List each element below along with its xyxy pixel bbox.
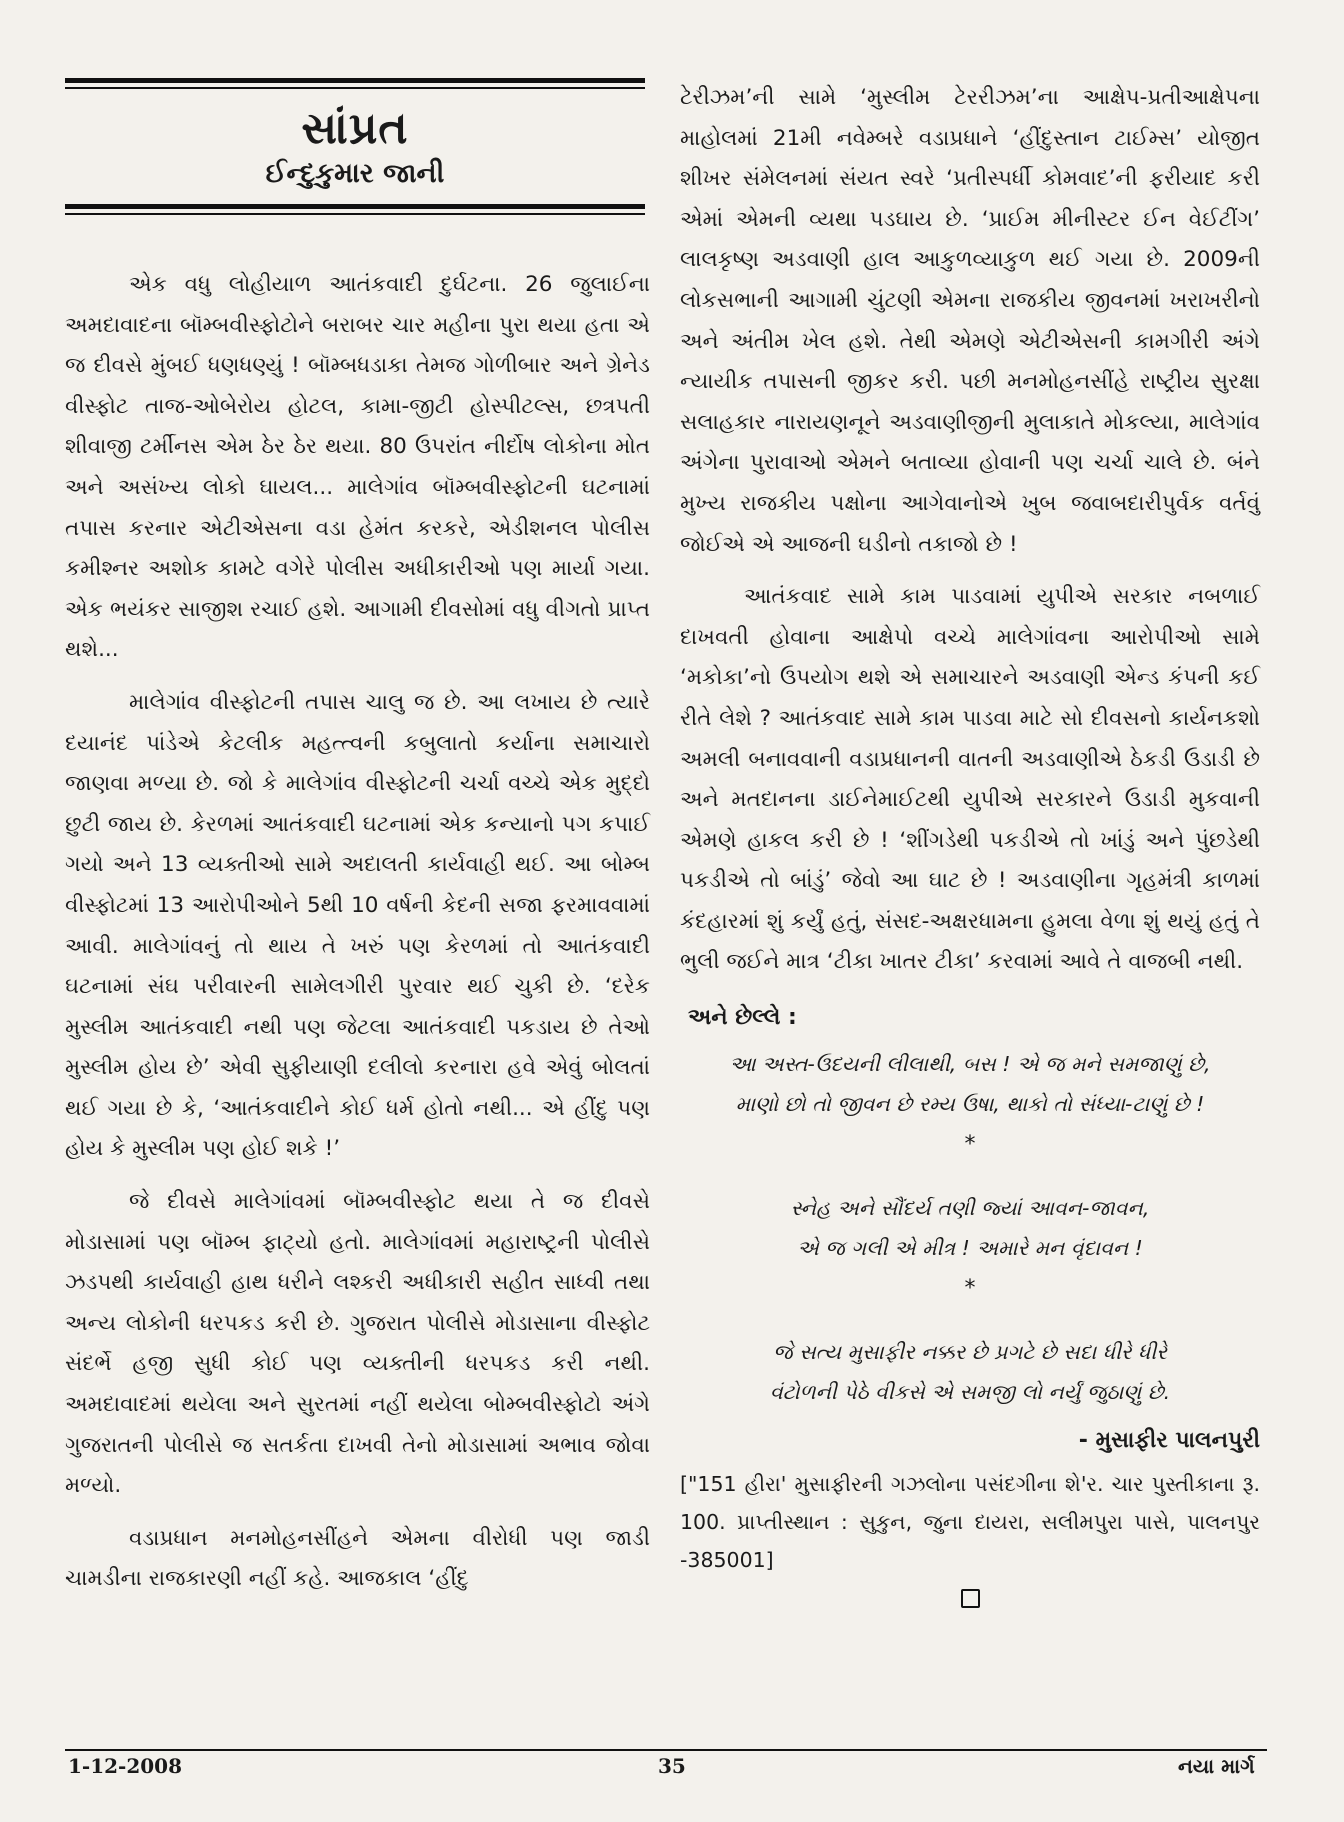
footer-rule	[65, 1749, 1267, 1751]
article-paragraph: એક વધુ લોહીયાળ આતંકવાદી દુર્ઘટના. 26 જુલાઈના અમદાવાદના બૉમ્બવીસ્ફોટોને બરાબર ચાર મહીના પુરા થયા હતા એ જ દીવસે મુંબઈ ધણધણ્યું ! બૉમ્બધડાકા તેમજ ગોળીબાર અને ગ્રેનેડ વીસ્ફોટ તાજ-ઓબેરોય હોટલ, કામા-જીટી હોસ્પીટલ્સ, છત્રપતી શીવાજી ટર્મીનસ એમ ઠેર ઠેર થયા. 80 ઉપરાંત નીર્દોષ લોકોના મોત અને અસંખ્ય લોકો ઘાયલ... માલેગાંવ બૉમ્બવીસ્ફોટની ઘટનામાં તપાસ કરનાર એટીએસના વડા હેમંત કરકરે, એડીશનલ પોલીસ કમીશ્નર અશોક કામટે વગેરે પોલીસ અધીકારીઓ પણ માર્યા ગયા. એક ભયંકર સાજીશ રચાઈ હશે. આગામી દીવસોમાં વધુ વીગતો પ્રાપ્ત થશે...	[65, 272, 650, 663]
couplet	[680, 1188, 1260, 1268]
header-top-thin-rule	[65, 87, 645, 89]
section-title: સાંપ્રત	[301, 103, 409, 154]
header-bottom-thin-rule	[65, 213, 645, 215]
couplet-line: એ જ ગલી એ મીત્ર ! અમારે મન વૃંદાવન !	[797, 1236, 1143, 1261]
book-note: ["151 હીરા' મુસાફીરની ગઝલોના પસંદગીના શે'ર. ચાર પુસ્તીકાના રૂ. 100. પ્રાપ્તીસ્થાન : સુકુન, જુના દાયરા, સલીમપુરા પાસે, પાલનપુર -385001]	[680, 1472, 1260, 1573]
couplet-line: માણો છો તો જીવન છે રમ્ય ઉષા, થાકો તો સંધ્યા-ટાણું છે !	[735, 1092, 1205, 1117]
article-paragraph: વડાપ્રધાન મનમોહનસીંહને એમના વીરોધી પણ જાડી ચામડીના રાજકારણી નહીં કહે. આજકાલ ‘હીંદુ	[65, 1525, 650, 1592]
column-header	[65, 78, 645, 215]
couplet-line: જે સત્ય મુસાફીર નક્કર છે પ્રગટે છે સદા ધીરે ધીરે	[773, 1340, 1167, 1365]
article-paragraph: ટેરીઝમ’ની સામે ‘મુસ્લીમ ટેરરીઝમ’ના આક્ષેપ-પ્રતીઆક્ષેપના માહોલમાં 21મી નવેમ્બરે વડાપ્રધાને ‘હીંદુસ્તાન ટાઈમ્સ’ યોજીત શીખર સંમેલનમાં સંયત સ્વરે ‘પ્રતીસ્પર્ધી કોમવાદ’ની ફરીયાદ કરી એમાં એમની વ્યથા પડઘાય છે. ‘પ્રાઈમ મીનીસ્ટર ઈન વેઈટીંગ’ લાલકૃષ્ણ અડવાણી હાલ આકુળવ્યાકુળ થઈ ગયા છે. 2009ની લોકસભાની આગામી ચુંટણી એમના રાજકીય જીવનમાં ખરાખરીનો અને અંતીમ ખેલ હશે. તેથી એમણે એટીએસની કામગીરી અંગે ન્યાયીક તપાસની જીકર કરી. પછી મનમોહનસીંહે રાષ્ટ્રીય સુરક્ષા સલાહકાર નારાયણનૂને અડવાણીજીની મુલાકાતે મોકલ્યા, માલેગાંવ અંગેના પુરાવાઓ એમને બતાવ્યા હોવાની પણ ચર્ચા ચાલે છે. બંને મુખ્ય રાજકીય પક્ષોના આગેવાનોએ ખુબ જવાબદારીપુર્વક વર્તવું જોઈએ એ આજની ઘડીનો તકાજો છે !	[680, 85, 1260, 557]
header-bottom-rule	[65, 204, 645, 209]
page-number: 35	[658, 1754, 686, 1778]
couplet-separator: *	[964, 1276, 976, 1302]
couplet-separator: *	[964, 1132, 976, 1158]
article-paragraph: જે દીવસે માલેગાંવમાં બૉમ્બવીસ્ફોટ થયા તે જ દીવસે મોડાસામાં પણ બૉમ્બ ફાટ્યો હતો. માલેગાંવમાં મહારાષ્ટ્રની પોલીસે ઝડપથી કાર્યવાહી હાથ ધરીને લશ્કરી અધીકારી સહીત સાધ્વી તથા અન્ય લોકોની ધરપકડ કરી છે. ગુજરાત પોલીસે મોડાસાના વીસ્ફોટ સંદર્ભે હજી સુધી કોઈ પણ વ્યક્તીની ધરપકડ કરી નથી. અમદાવાદમાં થયેલા અને સુરતમાં નહીં થયેલા બોમ્બવીસ્ફોટો અંગે ગુજરાતની પોલીસે જ સતર્કતા દાખવી તેનો મોડાસામાં અભાવ જોવા મળ્યો.	[65, 1189, 650, 1499]
couplet-line: સ્નેહ અને સૌંદર્ય તણી જ્યાં આવન-જાવન,	[790, 1196, 1150, 1221]
end-of-article-icon	[680, 1589, 1260, 1612]
magazine-name: નયા માર્ગ	[1178, 1754, 1255, 1778]
couplet-line: આ અસ્ત-ઉદયની લીલાથી, બસ ! એ જ મને સમજાણું છે,	[729, 1052, 1211, 1077]
right-column	[680, 78, 1260, 1612]
author-name: ઈન્દુકુમાર જાની	[265, 158, 445, 189]
left-column	[65, 265, 650, 1600]
poet-credit: - મુસાફીર પાલનપુરી	[1078, 1428, 1260, 1454]
article-paragraph: માલેગાંવ વીસ્ફોટની તપાસ ચાલુ જ છે. આ લખાય છે ત્યારે દયાનંદ પાંડેએ કેટલીક મહત્ત્વની કબુલાતો કર્યાના સમાચારો જાણવા મળ્યા છે. જો કે માલેગાંવ વીસ્ફોટની ચર્ચા વચ્ચે એક મુદ્દો છુટી જાય છે. કેરળમાં આતંકવાદી ઘટનામાં એક કન્યાનો પગ કપાઈ ગયો અને 13 વ્યક્તીઓ સામે અદાલતી કાર્યવાહી થઈ. આ બોમ્બ વીસ્ફોટમાં 13 આરોપીઓને 5થી 10 વર્ષની કેદની સજા ફરમાવવામાં આવી. માલેગાંવનું તો થાય તે ખરું પણ કેરળમાં તો આતંકવાદી ઘટનામાં સંઘ પરીવારની સામેલગીરી પુરવાર થઈ ચુકી છે. ‘દરેક મુસ્લીમ આતંકવાદી નથી પણ જેટલા આતંકવાદી પકડાય છે તેઓ મુસ્લીમ હોય છે’ એવી સુફીયાણી દલીલો કરનારા હવે એવું બોલતાં થઈ ગયા છે કે, ‘આતંકવાદીને કોઈ ધર્મ હોતો નથી... એ હીંદુ પણ હોય કે મુસ્લીમ પણ હોઈ શકે !’	[65, 689, 650, 1162]
closing-heading: અને છેલ્લે :	[688, 1005, 797, 1031]
couplet	[680, 1044, 1260, 1124]
footer-date: 1-12-2008	[68, 1754, 183, 1778]
header-top-rule	[65, 78, 645, 83]
couplet	[680, 1332, 1260, 1412]
article-paragraph: આતંકવાદ સામે કામ પાડવામાં યુપીએ સરકાર નબળાઈ દાખવતી હોવાના આક્ષેપો વચ્ચે માલેગાંવના આરોપીઓ સામે ‘મકોકા’નો ઉપયોગ થશે એ સમાચારને અડવાણી એન્ડ કંપની કઈ રીતે લેશે ? આતંકવાદ સામે કામ પાડવા માટે સો દીવસનો કાર્યનકશો અમલી બનાવવાની વડાપ્રધાનની વાતની અડવાણીએ ઠેકડી ઉડાડી છે અને મતદાનના ડાઈનેમાઈટથી યુપીએ સરકારને ઉડાડી મુકવાની એમણે હાકલ કરી છે ! ‘શીંગડેથી પકડીએ તો ખાંડું અને પુંછડેથી પકડીએ તો બાંડું’ જેવો આ ઘાટ છે ! અડવાણીના ગૃહમંત્રી કાળમાં કંદહારમાં શું કર્યું હતું, સંસદ-અક્ષરધામના હુમલા વેળા શું થયું હતું તે ભુલી જઈને માત્ર ‘ટીકા ખાતર ટીકા’ કરવામાં આવે તે વાજબી નથી.	[680, 584, 1260, 975]
couplet-line: વંટોળની પેઠે વીકસે એ સમજી લો નર્યું જુઠાણું છે.	[769, 1380, 1171, 1405]
